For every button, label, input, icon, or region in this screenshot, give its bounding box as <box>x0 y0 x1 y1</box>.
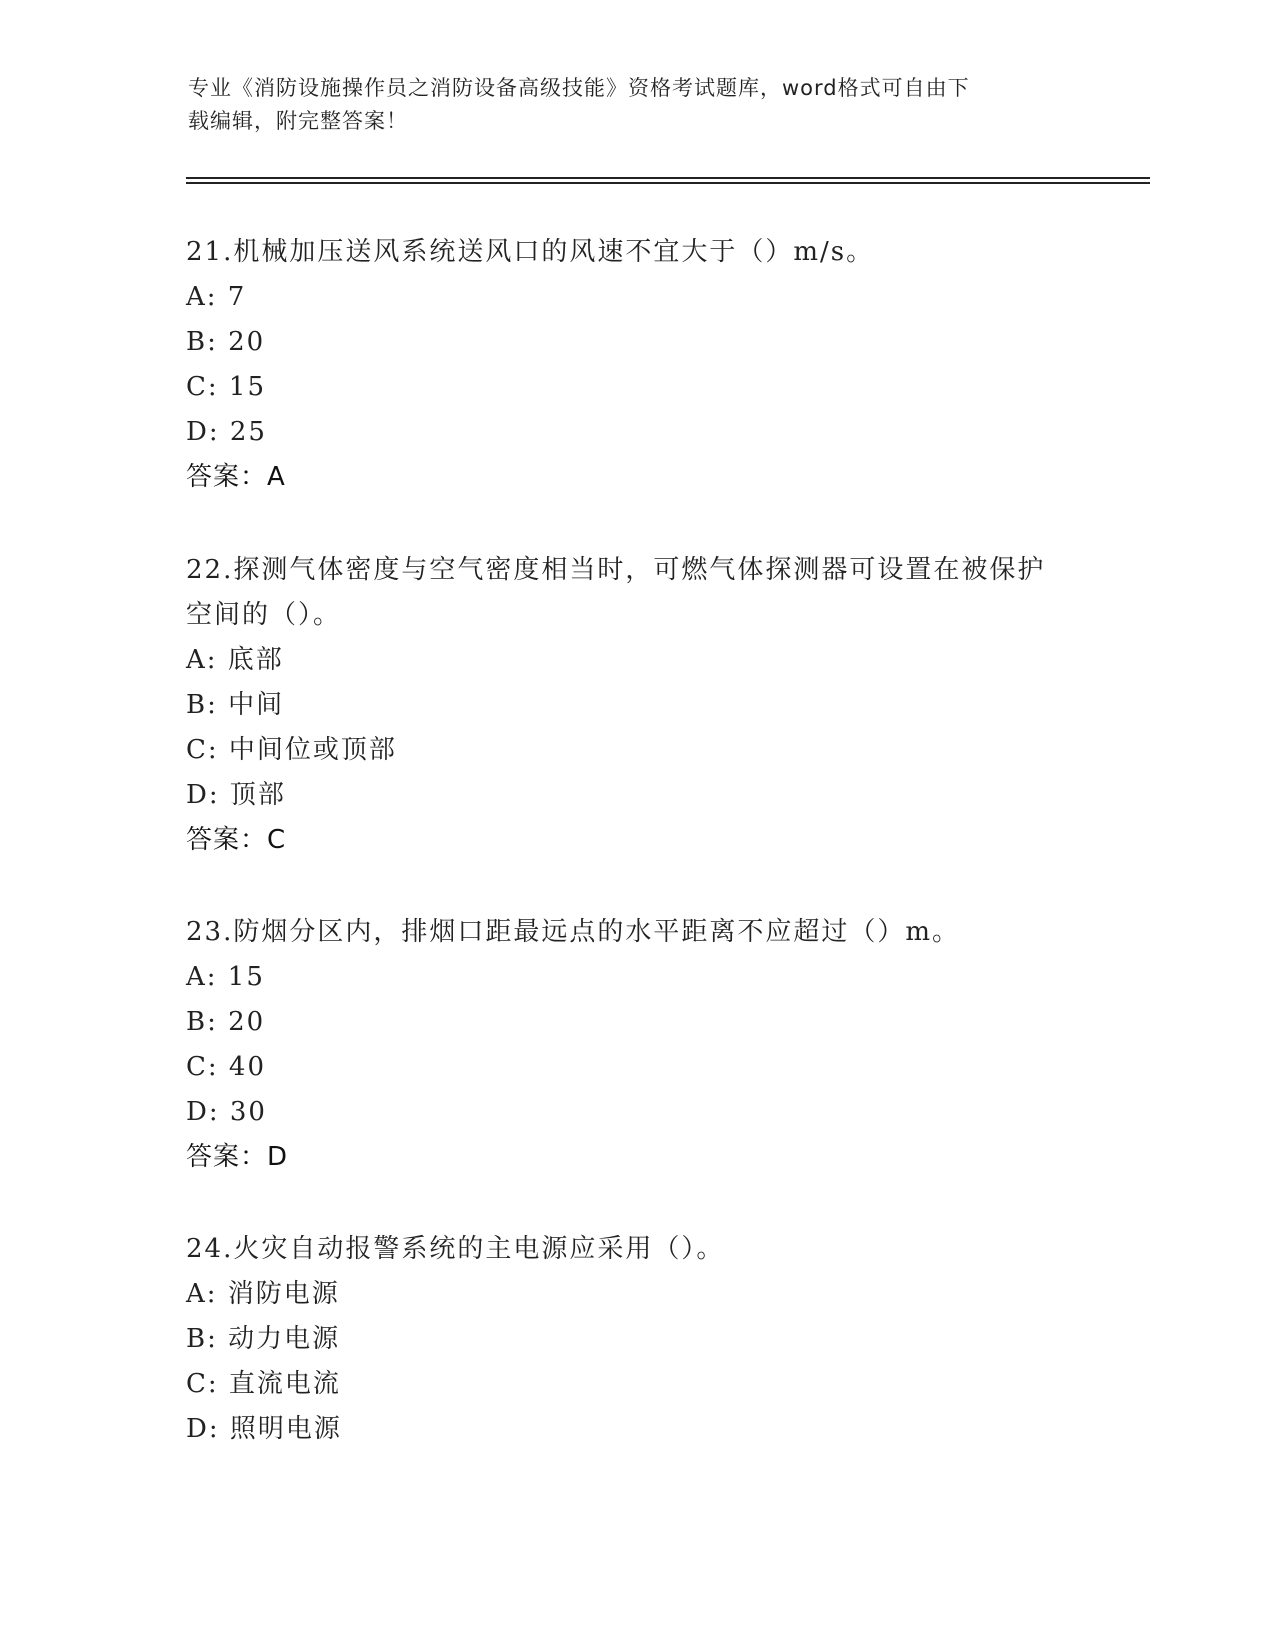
answer: 答案：A <box>186 462 286 492</box>
header-divider-top <box>186 177 1150 179</box>
question-stem: 23.防烟分区内，排烟口距最远点的水平距离不应超过（）m。 <box>186 917 961 947</box>
option-d: D: 顶部 <box>186 780 286 810</box>
question-stem: 21.机械加压送风系统送风口的风速不宜大于（）m/s。 <box>186 237 875 267</box>
question-stem-line-1: 22.探测气体密度与空气密度相当时，可燃气体探测器可设置在被保护 <box>186 555 1046 585</box>
option-c: C: 40 <box>186 1052 267 1082</box>
option-d: D: 30 <box>186 1097 267 1127</box>
question-stem: 24.火灾自动报警系统的主电源应采用（）。 <box>186 1234 725 1264</box>
option-b: B: 动力电源 <box>186 1324 341 1354</box>
option-c: C: 中间位或顶部 <box>186 735 397 765</box>
option-a: A: 15 <box>186 962 265 992</box>
option-d: D: 25 <box>186 417 267 447</box>
document-header <box>188 72 1068 138</box>
option-a: A: 7 <box>186 282 247 312</box>
header-line-1: 专业《消防设施操作员之消防设备高级技能》资格考试题库，word格式可自由下 <box>188 76 970 100</box>
option-b: B: 20 <box>186 1007 266 1037</box>
question-stem-line-2: 空间的（）。 <box>186 600 342 630</box>
question-24 <box>186 1227 1086 1452</box>
answer: 答案：D <box>186 1142 289 1172</box>
question-23 <box>186 910 1086 1180</box>
option-b: B: 中间 <box>186 690 285 720</box>
question-22 <box>186 548 1086 863</box>
option-b: B: 20 <box>186 327 266 357</box>
header-divider-bottom <box>186 182 1150 184</box>
option-d: D: 照明电源 <box>186 1414 342 1444</box>
option-c: C: 15 <box>186 372 267 402</box>
option-a: A: 消防电源 <box>186 1279 340 1309</box>
option-a: A: 底部 <box>186 645 284 675</box>
answer: 答案：C <box>186 825 287 855</box>
header-line-2: 载编辑，附完整答案！ <box>188 109 408 133</box>
question-21 <box>186 230 1086 500</box>
option-c: C: 直流电流 <box>186 1369 341 1399</box>
